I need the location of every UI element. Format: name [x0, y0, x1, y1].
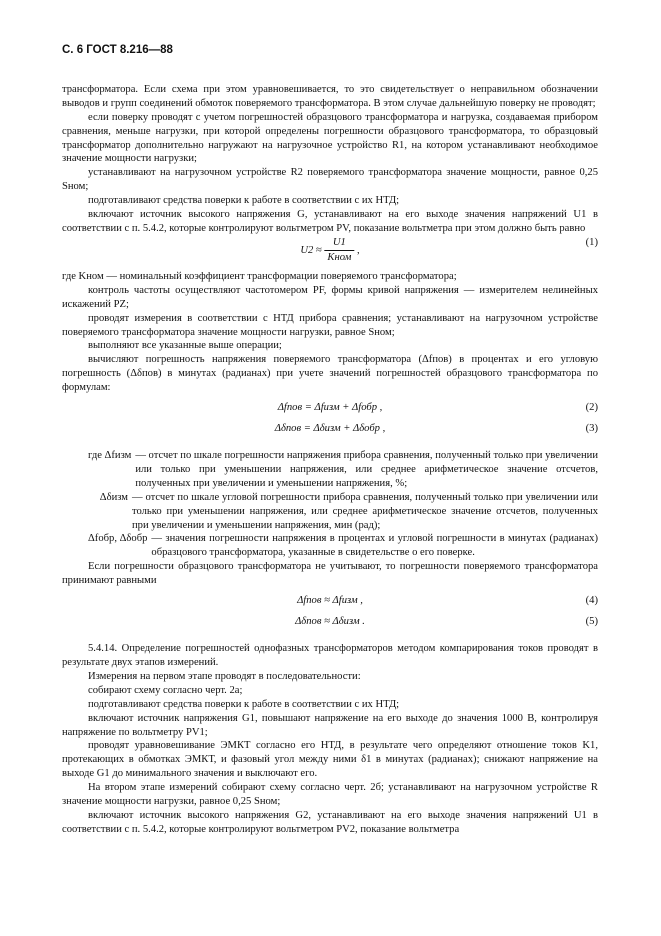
paragraph: включают источник напряжения G1, повышают напряжение на его выходе до значения 1000 В, контролируя напряжение по вольтметру PV1; [62, 712, 598, 738]
paragraph: подготавливают средства поверки к работе в соответствии с их НТД; [88, 698, 400, 710]
paragraph: включают источник высокого напряжения G, устанавливают на его выходе значения напряжений U1 в соответствии с п. 5.4.2, которые контролируют вольтметром PV, показание вольтметра при этом должно быть равно [62, 209, 598, 234]
paragraph: устанавливают на нагрузочном устройстве R2 поверяемого трансформатора значение мощности, равное 0,25 Sном; [62, 167, 598, 193]
formula-number: (5) [585, 616, 598, 628]
paragraph: где Kном — номинальный коэффициент трансформации поверяемого трансформатора; [62, 270, 457, 282]
paragraph: 5.4.14. Определение погрешностей однофазных трансформаторов методом компарирования токов проводят в результате двух этапов измерений. [62, 643, 598, 668]
definition-term: Δδизм [99, 491, 128, 503]
paragraph: вычисляют погрешность напряжения поверяемого трансформатора (Δfпов) в процентах и его угловую погрешность (Δδпов) в минутах (радианах) при учете значений погрешностей образцового трансформатора по формулам: [62, 354, 598, 394]
formula-body: Δδпов = Δδизм + Δδобр , [274, 423, 386, 435]
fraction-numerator: U1 [324, 236, 354, 251]
definition-term: где Δfизм [88, 450, 132, 462]
paragraph: На втором этапе измерений собирают схему согласно черт. 2б; устанавливают на нагрузочном устройстве R значение мощности нагрузки, равное 0,25 Sном; [62, 782, 598, 808]
paragraph: собирают схему согласно черт. 2а; [88, 684, 243, 696]
formula-lhs: U2 ≈ [300, 244, 322, 256]
formula-number: (4) [585, 595, 598, 607]
formula-number: (1) [585, 236, 598, 248]
paragraph: включают источник высокого напряжения G2, устанавливают на его выходе значения напряжений U1 в соответствии с п. 5.4.2, которые контролируют вольтметром PV2, показание вольтметра [62, 809, 598, 835]
fraction-denominator: Kном [327, 251, 352, 263]
definition-desc: — значения погрешности напряжения в процентах и угловой погрешности в минутах (радианах) образцового трансформатора, указанные в свидетельстве о его поверке. [151, 533, 598, 559]
paragraph: Если погрешности образцового трансформатора не учитывают, то погрешности поверяемого трансформатора принимают равными [62, 561, 598, 587]
formula-body: Δδпов ≈ Δδизм . [295, 616, 365, 628]
formula-4 [62, 594, 598, 615]
paragraph: контроль частоты осуществляют частотомером PF, формы кривой напряжения — измерителем нелинейных искажений PZ; [62, 284, 598, 310]
formula-2 [62, 401, 598, 422]
paragraph: проводят уравновешивание ЭМКТ согласно его НТД, в результате чего определяют отношение токов K1, протекающих в обмотках ЭМКТ, и фазовый угол между ними δ1 в минутах (радианах); снижают напряжение на выходе G1 до минимального значения и выключают его. [62, 740, 598, 780]
definition-item [88, 491, 598, 533]
paragraph: если поверку проводят с учетом погрешностей образцового трансформатора и нагрузка, создаваемая прибором сравнения, меньше нагрузки, при которой определены погрешности образцового трансформатора, то образцовый трансформатор дополнительно нагружают на нагрузочное устройство R1, на котором устанавливают необходимое значение мощности нагрузки; [62, 111, 598, 165]
formula-1 [62, 236, 598, 270]
definition-item [88, 532, 598, 560]
paragraph: выполняют все указанные выше операции; [88, 340, 282, 352]
formula-fraction [324, 236, 354, 265]
formula-number: (2) [585, 402, 598, 414]
paragraph: трансформатора. Если схема при этом уравновешивается, то это свидетельствует о неправильном обозначении выводов и групп соединений обмоток поверяемого трансформатора. В этом случае дальнейшую поверку не проводят; [62, 83, 598, 109]
paragraph: проводят измерения в соответствии с НТД прибора сравнения; устанавливают на нагрузочном устройстве поверяемого трансформатора значение мощности нагрузки, равное Sном; [62, 312, 598, 338]
formula-tail: , [357, 244, 360, 256]
definition-desc: — отсчет по шкале угловой погрешности прибора сравнения, полученный только при увеличении или только при уменьшении напряжения, или среднее арифметическое значение отсчетов, полученных при увеличении и уменьшении напряжения, мин (рад); [132, 491, 598, 531]
document-page [62, 44, 598, 837]
formula-5 [62, 615, 598, 636]
definition-desc: — отсчет по шкале погрешности напряжения прибора сравнения, полученный только при увеличении или только при уменьшении напряжения, или среднее арифметическое значение отсчетов, полученных при увеличении и уменьшении напряжения, %; [135, 450, 598, 489]
formula-3 [62, 422, 598, 443]
formula-number: (3) [585, 423, 598, 435]
formula-body: Δfпов ≈ Δfизм , [297, 595, 363, 607]
definition-item [88, 449, 598, 491]
definition-term: Δfобр, Δδобр [88, 533, 148, 545]
formula-body: Δfпов = Δfизм + Δfобр , [277, 402, 383, 414]
paragraph: подготавливают средства поверки к работе в соответствии с их НТД; [88, 195, 400, 207]
page-header: С. 6 ГОСТ 8.216—88 [62, 44, 173, 56]
definition-list [88, 449, 598, 560]
paragraph: Измерения на первом этапе проводят в последовательности: [88, 670, 361, 682]
